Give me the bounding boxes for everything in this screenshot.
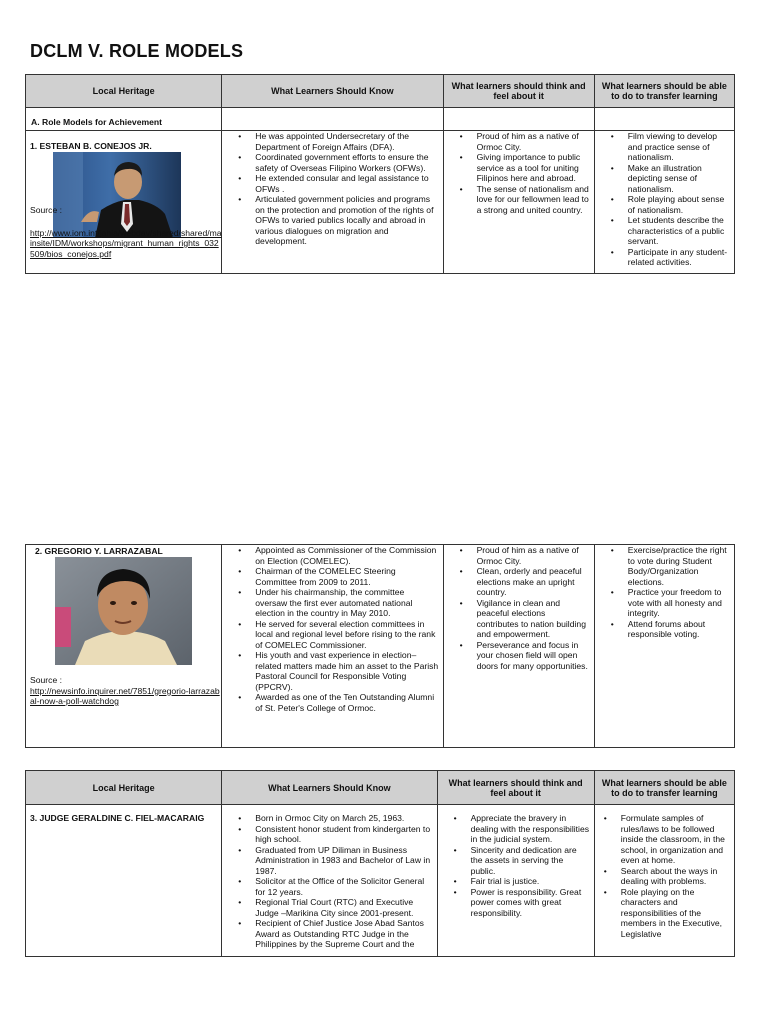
empty-cell <box>443 108 594 131</box>
feel-list <box>444 545 594 671</box>
empty-cell <box>222 108 443 131</box>
local-heritage-cell <box>26 805 222 957</box>
header-think-and-feel: What learners should think and feel about it <box>437 771 594 805</box>
person-name: 2. GREGORIO Y. LARRAZABAL <box>35 546 163 556</box>
feel-cell <box>443 545 594 748</box>
do-list <box>595 545 734 640</box>
list-item: • Appreciate the bravery in dealing with the responsibilities in the judicial system. <box>471 813 590 845</box>
feel-list <box>438 813 594 918</box>
list-item: • Clean, orderly and peaceful elections make an upright country. <box>477 566 590 598</box>
do-list <box>595 813 734 939</box>
list-item: • Exercise/practice the right to vote during Student Body/Organization elections. <box>628 545 731 587</box>
source-link[interactable]: http://www.iom.int/jahia/webdav/shared/shared/mainsite/IDM/workshops/migrant_human_rights_032509/bios_conejos.pdf <box>30 227 222 259</box>
do-list <box>595 131 734 268</box>
know-cell <box>222 545 443 748</box>
list-item: • Sincerity and dedication are the assets in serving the public. <box>471 845 590 877</box>
know-cell <box>222 131 443 274</box>
do-cell <box>594 131 734 274</box>
list-item: • Perseverance and focus in your chosen field will open doors for many opportunities. <box>477 640 590 672</box>
list-item: • Practice your freedom to vote with all honesty and integrity. <box>628 587 731 619</box>
table-row <box>26 805 735 957</box>
list-item: • Search about the ways in dealing with problems. <box>621 866 731 887</box>
feel-list <box>444 131 594 215</box>
source-link[interactable]: http://newsinfo.inquirer.net/7851/gregorio-larrazabal-now-a-poll-watchdog <box>30 685 220 706</box>
list-item: • He was appointed Undersecretary of the Department of Foreign Affairs (DFA). <box>255 131 438 152</box>
list-item: • Role playing about sense of nationalism. <box>628 194 731 215</box>
person-name: 1. ESTEBAN B. CONEJOS JR. <box>30 141 152 151</box>
list-item: • Proud of him as a native of Ormoc City. <box>477 545 590 566</box>
list-item: • Formulate samples of rules/laws to be followed inside the classroom, in the school, in organization and even at home. <box>621 813 731 866</box>
list-item: • He served for several election committees in local and regional level before rising to the rank of COMELEC Commissioner. <box>255 619 438 651</box>
list-item: • Chairman of the COMELEC Steering Committee from 2009 to 2011. <box>255 566 438 587</box>
list-item: • Coordinated government efforts to ensure the safety of Overseas Filipino Workers (OFWs). <box>255 152 438 173</box>
know-list <box>222 131 442 247</box>
header-transfer-learning: What learners should be able to do to transfer learning <box>594 75 734 108</box>
list-item: • The sense of nationalism and love for our fellowmen lead to a strong and united country. <box>477 184 590 216</box>
know-cell <box>222 805 437 957</box>
feel-cell <box>443 131 594 274</box>
table-row <box>26 131 735 274</box>
know-list <box>222 813 436 950</box>
list-item: • Make an illustration depicting sense of nationalism. <box>628 163 731 195</box>
role-models-table-2 <box>25 544 735 748</box>
list-item: • Fair trial is justice. <box>471 876 590 887</box>
role-models-table-1 <box>25 74 735 274</box>
source-block <box>30 205 222 259</box>
list-item: • Born in Ormoc City on March 25, 1963. <box>255 813 432 824</box>
source-block <box>30 675 222 707</box>
role-models-table-3 <box>25 770 735 957</box>
list-item: • Giving importance to public service as a tool for uniting Filipinos here and abroad. <box>477 152 590 184</box>
table-header-row <box>26 771 735 805</box>
page-title: DCLM V. ROLE MODELS <box>30 41 244 61</box>
list-item: • Attend forums about responsible voting. <box>628 619 731 640</box>
header-transfer-learning: What learners should be able to do to transfer learning <box>594 771 734 805</box>
list-item: • Under his chairmanship, the committee oversaw the first ever automated national election in the country in May 2010. <box>255 587 438 619</box>
list-item: • Consistent honor student from kindergarten to high school. <box>255 824 432 845</box>
list-item: • Recipient of Chief Justice Jose Abad Santos Award as Outstanding RTC Judge in the Philippines by the Supreme Court and the <box>255 918 432 950</box>
header-think-and-feel: What learners should think and feel about it <box>443 75 594 108</box>
list-item: • Regional Trial Court (RTC) and Executive Judge –Marikina City since 2001-present. <box>255 897 432 918</box>
local-heritage-cell <box>26 545 222 748</box>
source-label: Source : <box>30 205 63 215</box>
list-item: • Graduated from UP Diliman in Business Administration in 1983 and Bachelor of Law in 1987. <box>255 845 432 877</box>
header-what-learners-should-know: What Learners Should Know <box>222 75 443 108</box>
header-local-heritage: Local Heritage <box>26 771 222 805</box>
list-item: • He extended consular and legal assistance to OFWs . <box>255 173 438 194</box>
list-item: • Participate in any student-related activities. <box>628 247 731 268</box>
list-item: • Power is responsibility. Great power comes with great responsibility. <box>471 887 590 919</box>
header-what-learners-should-know: What Learners Should Know <box>222 771 437 805</box>
list-item: • Film viewing to develop and practice sense of nationalism. <box>628 131 731 163</box>
list-item: • Appointed as Commissioner of the Commission on Election (COMELEC). <box>255 545 438 566</box>
empty-cell <box>594 108 734 131</box>
list-item: • Articulated government policies and programs on the protection and promotion of the rights of OFWs to varied publics locally and abroad in various dialogues on migration and development. <box>255 194 438 247</box>
feel-cell <box>437 805 594 957</box>
list-item: • Awarded as one of the Ten Outstanding Alumni of St. Peter's College of Ormoc. <box>255 692 438 713</box>
do-cell <box>594 805 734 957</box>
list-item: • Proud of him as a native of Ormoc City. <box>477 131 590 152</box>
list-item: • His youth and vast experience in election–related matters made him an asset to the Parish Pastoral Council for Responsible Voting (PPCRV). <box>255 650 438 692</box>
header-local-heritage: Local Heritage <box>26 75 222 108</box>
list-item: • Vigilance in clean and peaceful elections contributes to nation building and empowerment. <box>477 598 590 640</box>
do-cell <box>594 545 734 748</box>
local-heritage-cell <box>26 131 222 274</box>
know-list <box>222 545 442 713</box>
table-row <box>26 545 735 748</box>
list-item: • Solicitor at the Office of the Solicitor General for 12 years. <box>255 876 432 897</box>
table-header-row <box>26 75 735 108</box>
larrazabal-photo <box>55 557 192 665</box>
source-label: Source : <box>30 675 63 685</box>
list-item: • Let students describe the characteristics of a public servant. <box>628 215 731 247</box>
person-name: 3. JUDGE GERALDINE C. FIEL-MACARAIG <box>30 813 205 823</box>
list-item: • Role playing on the characters and responsibilities of the members in the Executive, Legislative <box>621 887 731 940</box>
section-label: A. Role Models for Achievement <box>26 108 222 131</box>
section-row <box>26 108 735 131</box>
